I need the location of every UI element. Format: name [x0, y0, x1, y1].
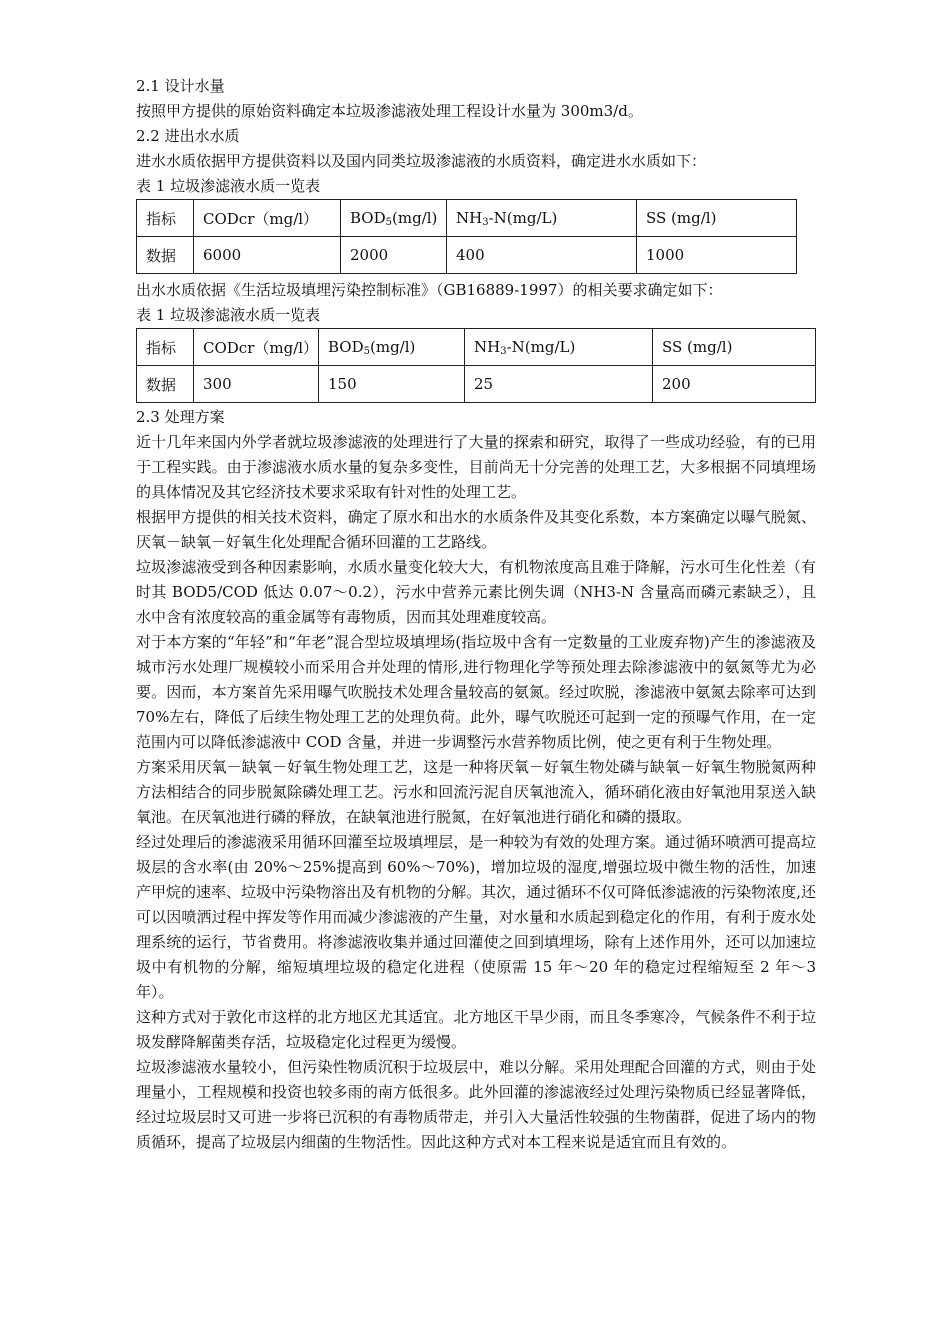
section-2-2-heading: 2.2 进出水水质 [136, 127, 240, 145]
table1-caption: 表 1 垃圾渗滤液水质一览表 [136, 177, 321, 195]
table-cell: CODcr（mg/l） [194, 329, 319, 366]
paragraph: 垃圾渗滤液受到各种因素影响，水质水量变化较大大，有机物浓度高且难于降解，污水可生化性差（有时其 BOD5/COD 低达 0.07～0.2），污水中营养元素比例失调（NH3-N 含量高而磷元素缺乏），且水中含有浓度较高的重金属等有毒物质，因而其处理难度较高。 [136, 558, 816, 626]
table2-caption: 表 1 垃圾渗滤液水质一览表 [136, 306, 321, 324]
table-cell: 25 [465, 366, 653, 403]
paragraph: 对于本方案的“年轻”和“年老”混合型垃圾填埋场(指垃圾中含有一定数量的工业废弃物)产生的渗滤液及城市污水处理厂规模较小而采用合并处理的情形,进行物理化学等预处理去除渗滤液中的氨氮等尤为必要。因而，本方案首先采用曝气吹脱技术处理含量较高的氨氮。经过吹脱，渗滤液中氨氮去除率可达到 70%左右，降低了后续生物处理工艺的处理负荷。此外，曝气吹脱还可起到一定的预曝气作用，在一定范围内可以降低渗滤液中 COD 含量，并进一步调整污水营养物质比例，使之更有利于生物处理。 [136, 633, 816, 751]
table-cell: $BOD_5(mg/l)$ [341, 200, 447, 237]
table-cell: 1000 [637, 237, 797, 274]
section-2-3-heading: 2.3 处理方案 [136, 408, 225, 426]
paragraph: 方案采用厌氧－缺氧－好氧生物处理工艺，这是一种将厌氧－好氧生物处磷与缺氧－好氧生物脱氮两种方法相结合的同步脱氮除磷处理工艺。污水和回流污泥自厌氧池流入，循环硝化液由好氧池用泵送入缺氧池。在厌氧池进行磷的释放，在缺氧池进行脱氮，在好氧池进行硝化和磷的摄取。 [136, 758, 816, 826]
table-cell: 6000 [194, 237, 341, 274]
table-row [137, 366, 816, 403]
table-cell: 300 [194, 366, 319, 403]
table-cell: 数据 [137, 237, 194, 274]
table-cell: SS (mg/l) [637, 200, 797, 237]
paragraph: 这种方式对于敦化市这样的北方地区尤其适宜。北方地区干旱少雨，而且冬季寒冷，气候条件不利于垃圾发酵降解菌类存活，垃圾稳定化过程更为缓慢。 [136, 1008, 816, 1051]
section-2-1-heading: 2.1 设计水量 [136, 77, 225, 95]
paragraph: 根据甲方提供的相关技术资料，确定了原水和出水的水质条件及其变化系数，本方案确定以曝气脱氮、厌氧－缺氧－好氧生化处理配合循环回灌的工艺路线。 [136, 508, 816, 551]
table-cell: 指标 [137, 329, 194, 366]
table-cell: $NH_3-N(mg/L)$ [465, 329, 653, 366]
table-cell: CODcr（mg/l） [194, 200, 341, 237]
table-cell: $BOD_5(mg/l)$ [319, 329, 465, 366]
design-flow-text: 按照甲方提供的原始资料确定本垃圾渗滤液处理工程设计水量为 300m3/d。 [136, 102, 643, 120]
table-cell: 指标 [137, 200, 194, 237]
paragraph: 垃圾渗滤液水量较小，但污染性物质沉积于垃圾层中，难以分解。采用处理配合回灌的方式，则由于处理量小，工程规模和投资也较多雨的南方低很多。此外回灌的渗滤液经过处理污染物质已经显著降低，经过垃圾层时又可进一步将已沉积的有毒物质带走，并引入大量活性较强的生物菌群，促进了场内的物质循环，提高了垃圾层内细菌的生物活性。因此这种方式对本工程来说是适宜而且有效的。 [136, 1058, 816, 1151]
document-content [136, 74, 816, 1155]
table-cell: $NH_3-N(mg/L)$ [447, 200, 637, 237]
table-header-row [137, 200, 797, 237]
inflow-quality-table [136, 199, 797, 274]
table-cell: 150 [319, 366, 465, 403]
table-row [137, 237, 797, 274]
paragraph: 经过处理后的渗滤液采用循环回灌至垃圾填埋层，是一种较为有效的处理方案。通过循环喷洒可提高垃圾层的含水率(由 20%～25%提高到 60%～70%)，增加垃圾的湿度,增强垃圾中微生物的活性，加速产甲烷的速率、垃圾中污染物溶出及有机物的分解。其次，通过循环不仅可降低渗滤液的污染物浓度,还可以因喷洒过程中挥发等作用而减少渗滤液的产生量，对水量和水质起到稳定化的作用，有利于废水处理系统的运行，节省费用。将渗滤液收集并通过回灌使之回到填埋场，除有上述作用外，还可以加速垃圾中有机物的分解，缩短填埋垃圾的稳定化进程（使原需 15 年～20 年的稳定过程缩短至 2 年～3 年）。 [136, 833, 816, 1001]
outflow-quality-table [136, 328, 816, 403]
paragraph: 近十几年来国内外学者就垃圾渗滤液的处理进行了大量的探索和研究，取得了一些成功经验，有的已用于工程实践。由于渗滤液水质水量的复杂多变性，目前尚无十分完善的处理工艺，大多根据不同填埋场的具体情况及其它经济技术要求采取有针对性的处理工艺。 [136, 433, 816, 501]
table-header-row [137, 329, 816, 366]
outflow-quality-intro: 出水水质依据《生活垃圾填埋污染控制标准》（GB16889-1997）的相关要求确定如下： [136, 281, 723, 299]
table-cell: 2000 [341, 237, 447, 274]
table-cell: 200 [653, 366, 816, 403]
table-cell: 数据 [137, 366, 194, 403]
table-cell: SS (mg/l) [653, 329, 816, 366]
table-cell: 400 [447, 237, 637, 274]
inflow-quality-intro: 进水水质依据甲方提供资料以及国内同类垃圾渗滤液的水质资料，确定进水水质如下： [136, 152, 707, 170]
